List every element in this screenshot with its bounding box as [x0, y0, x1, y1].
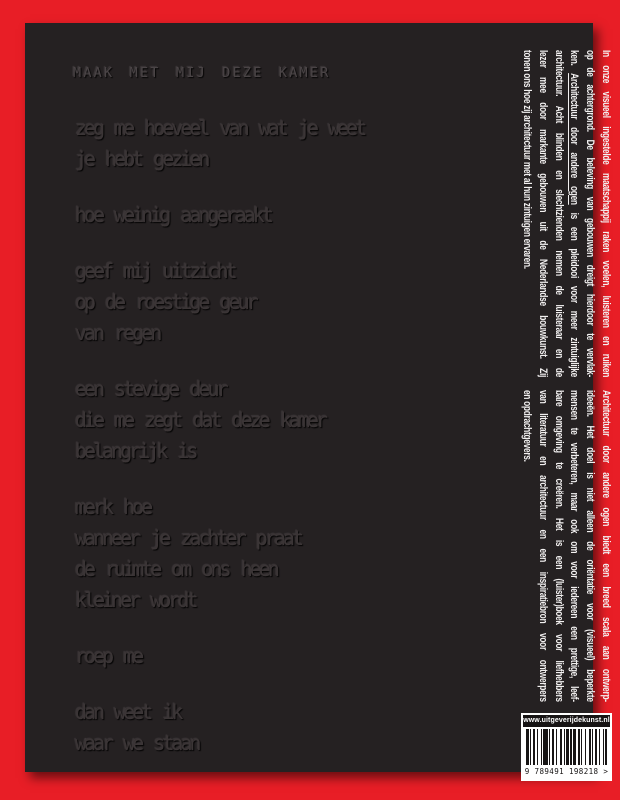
poem-line: wanneer je zachter praat	[75, 526, 301, 550]
cover-panel	[25, 23, 612, 776]
blurb-line: tonen ons hoe zij architectuur met al hun zintuigen ervaren.	[521, 50, 534, 269]
poem-stanza	[75, 374, 364, 467]
blurb-line: In onze visueel ingestelde maatschappij raken voelen, luisteren en ruiken	[600, 50, 612, 378]
blurb-line: ideeën. Het doel is niet alleen de oriëntatie voor (visueel) beperkte	[584, 389, 597, 702]
poem-stanza	[75, 641, 364, 672]
poem-stanza	[75, 697, 364, 759]
publisher-box	[521, 713, 612, 781]
barcode-bars-icon	[526, 729, 607, 765]
poem-line: hoe weinig aangeraakt	[75, 203, 271, 227]
poem-line: geef mij uitzicht	[75, 259, 235, 283]
poem-line: kleiner wordt	[75, 588, 196, 612]
poem-line: belangrijk is	[75, 439, 196, 463]
poem	[75, 113, 364, 784]
poem-line: een stevige deur	[75, 377, 226, 401]
poem-stanza	[75, 113, 364, 175]
blurb-line: bare omgeving te creëren. Het is een (luister)boek voor liefhebbers	[552, 389, 565, 702]
blurb-line: architectuur. Acht blinden en slechtzienden nemen de luisteraar en de	[552, 50, 565, 378]
poem-stanza	[75, 256, 364, 349]
poem-line: je hebt gezien	[75, 147, 208, 171]
blurb-line: ken. Architectuur door andere ogen is een pleidooi voor meer zintuiglijke	[568, 50, 581, 378]
poem-line: die me zegt dat deze kamer	[75, 408, 326, 432]
poem-line: zeg me hoeveel van wat je weet	[75, 116, 365, 140]
blurb-paragraph-2	[518, 390, 613, 702]
barcode	[523, 727, 610, 777]
poem-line: de ruimte om ons heen	[75, 557, 277, 581]
blurb-line: Architectuur door andere ogen biedt een breed scala aan ontwerp-	[600, 389, 612, 702]
poem-line: merk hoe	[75, 495, 151, 519]
blurb-column	[513, 50, 613, 702]
blurb-paragraph-1	[518, 50, 613, 377]
barcode-number: 9 789491 198218 >	[524, 767, 609, 776]
blurb-line: lezer mee door markante gebouwen uit de Nederlandse bouwkunst. Zij	[536, 50, 549, 378]
poem-stanza	[75, 200, 364, 231]
cover-title: MAAK MET MIJ DEZE KAMER	[73, 65, 331, 81]
poem-line: waar we staan	[75, 731, 199, 755]
poem-line: van regen	[75, 321, 160, 345]
poem-stanza	[75, 492, 364, 616]
blurb-line: mensen te verbeteren, maar ook om voor iedereen een prettige, leef-	[568, 389, 581, 702]
poem-line: op de roestige geur	[75, 290, 256, 314]
blurb-line: op de achtergrond. De beleving van gebouwen dreigt hierdoor te vervlak-	[584, 50, 597, 378]
publisher-url: www.uitgeverijdekunst.nl	[523, 715, 610, 727]
blurb-scale-wrapper	[513, 50, 613, 704]
blurb-line: van literatuur en architectuur en een inspiratiebron voor ontwerpers	[536, 389, 549, 702]
poem-line: roep me	[75, 644, 142, 668]
blurb-line: en opdrachtgevers.	[521, 389, 534, 462]
poem-line: dan weet ik	[75, 700, 181, 724]
